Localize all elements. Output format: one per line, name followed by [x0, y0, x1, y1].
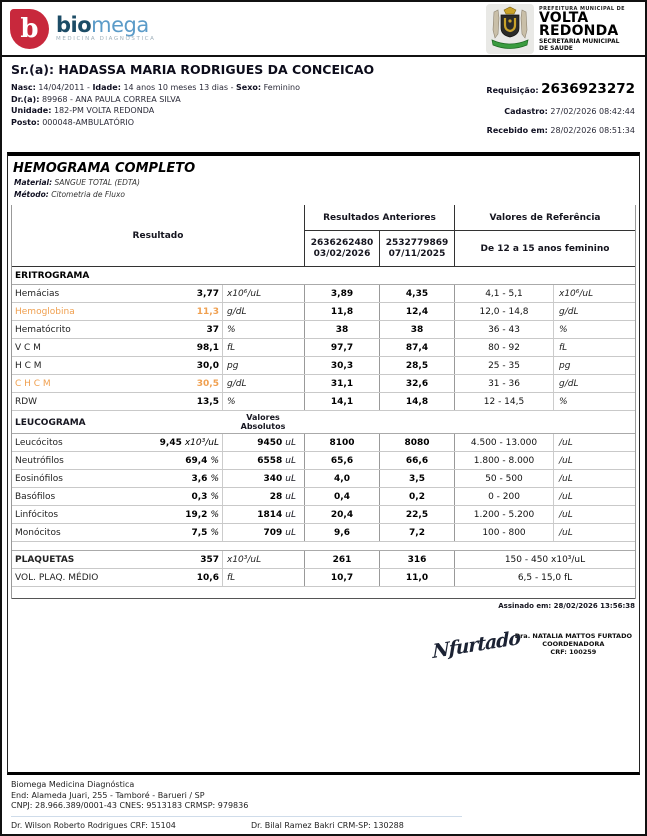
result-value: 98,1 [196, 342, 219, 353]
previous-2: 22,5 [379, 506, 454, 523]
previous-2: 87,4 [379, 339, 454, 356]
reference-unit: x10⁶/uL [553, 285, 635, 302]
previous-1: 10,7 [304, 569, 379, 586]
biomega-wordmark [56, 15, 155, 42]
reference-unit: /uL [553, 506, 635, 523]
result-value: 30,0 [196, 360, 219, 371]
biomega-tagline: MEDICINA DIAGNÓSTICA [56, 36, 156, 42]
table-row-basofilos [12, 488, 635, 506]
reference-unit: g/dL [553, 303, 635, 320]
prefeitura-line: PREFEITURA MUNICIPAL DE [539, 5, 625, 12]
table-tail [12, 587, 635, 599]
reference-unit: pg [553, 357, 635, 374]
section-title: LEUCOGRAMA [15, 417, 86, 428]
result-value: 19,2 % [185, 509, 219, 520]
previous-1: 65,6 [304, 452, 379, 469]
method-line: Método: Citometria de Fluxo [14, 190, 125, 199]
analyte-name: Eosinófilos [15, 473, 63, 484]
table-row-linfocitos [12, 506, 635, 524]
absolute-value: 1814 uL [222, 506, 304, 523]
result-unit: x10⁶/uL [222, 285, 304, 302]
previous-2: 3,5 [379, 470, 454, 487]
register-line: Cadastro: 27/02/2026 08:42:44 [504, 107, 635, 116]
patient-birth-line: Nasc: 14/04/2011 - Idade: 14 anos 10 meses 13 dias - Sexo: Feminino [11, 83, 300, 92]
patient-unit: 182-PM VOLTA REDONDA [53, 106, 155, 115]
city-name-line2: REDONDA [539, 22, 619, 39]
table-row-hemoglobina [12, 303, 635, 321]
previous-exam-1-date: 03/02/2026 [313, 248, 371, 259]
patient-doctor-line: Dr.(a): 89968 - ANA PAULA CORREA SILVA [11, 94, 181, 104]
result-value: 3,6 % [191, 473, 219, 484]
result-value: 11,3 [196, 306, 219, 317]
reference-unit: /uL [553, 434, 635, 451]
reference-range: 12 - 14,5 [454, 393, 553, 410]
signer-role: COORDENADORA [542, 640, 605, 648]
requisition-number: 2636923272 [541, 81, 635, 97]
requisition-line: Requisição: 2636923272 [486, 81, 635, 97]
reference-range: 6,5 - 15,0 fL [454, 569, 635, 586]
previous-1: 9,6 [304, 524, 379, 541]
patient-name: HADASSA MARIA RODRIGUES DA CONCEICAO [58, 62, 375, 77]
analyte-name: PLAQUETAS [15, 554, 75, 565]
city-name-line1: VOLTA [539, 9, 589, 26]
absolute-value: 6558 uL [222, 452, 304, 469]
absolute-unit: uL [285, 509, 296, 520]
patient-birth: 14/04/2011 - [38, 83, 90, 92]
previous-2: 14,8 [379, 393, 454, 410]
register-datetime: 27/02/2026 08:42:44 [550, 107, 635, 116]
previous-1: 8100 [304, 434, 379, 451]
municipality-text [539, 6, 639, 52]
result-unit: fL [222, 569, 304, 586]
table-row-plaquetas [12, 551, 635, 569]
result-unit: % [210, 527, 219, 538]
result-value: 0,3 % [191, 491, 219, 502]
table-row-hematocrito [12, 321, 635, 339]
absolute-unit: uL [285, 491, 296, 502]
reference-unit: /uL [553, 470, 635, 487]
municipality-block [486, 4, 639, 54]
patient-name-line [11, 60, 637, 82]
patient-sex: Feminino [263, 83, 300, 92]
analyte-name: H C M [15, 360, 42, 371]
signer-crf: CRF: 100259 [550, 648, 597, 656]
previous-2: 8080 [379, 434, 454, 451]
footer-divider [11, 816, 462, 817]
table-row-leucocitos [12, 434, 635, 452]
doctor-2: Dr. Bilal Ramez Bakri CRM-SP: 130288 [251, 820, 404, 830]
reference-unit: /uL [553, 452, 635, 469]
result-value: 7,5 % [191, 527, 219, 538]
col-header-reference: Valores de Referência [454, 205, 635, 231]
signer-identity [515, 632, 632, 656]
analyte-name: C H C M [15, 378, 51, 389]
reference-range: 80 - 92 [454, 339, 553, 356]
page-footer [2, 775, 645, 831]
results-table [11, 205, 636, 599]
analyte-name: VOL. PLAQ. MÉDIO [15, 572, 99, 583]
patient-unit-line: Unidade: 182-PM VOLTA REDONDA [11, 106, 155, 115]
table-row-vol-plaq-medio [12, 569, 635, 587]
result-value: 30,5 [196, 378, 219, 389]
previous-1: 4,0 [304, 470, 379, 487]
table-row-neutrofilos [12, 452, 635, 470]
previous-1: 20,4 [304, 506, 379, 523]
patient-doctor: 89968 - ANA PAULA CORREA SILVA [41, 94, 181, 104]
result-value: 357 [200, 554, 219, 565]
reference-range: 4,1 - 5,1 [454, 285, 553, 302]
result-unit: % [222, 321, 304, 338]
footer-registry: CNPJ: 28.966.389/0001-43 CNES: 9513183 CRMSP: 979836 [11, 801, 249, 810]
reference-group-header: De 12 a 15 anos feminino [454, 231, 635, 266]
result-value: 10,6 [196, 572, 219, 583]
previous-exam-2-date: 07/11/2025 [388, 248, 446, 259]
report-box [7, 152, 640, 775]
result-value: 13,5 [196, 396, 219, 407]
previous-exam-1-header [304, 231, 379, 266]
analyte-name: Leucócitos [15, 437, 63, 448]
previous-2: 0,2 [379, 488, 454, 505]
material-value: SANGUE TOTAL (EDTA) [54, 178, 140, 187]
section-gap [12, 542, 635, 551]
result-value: 3,77 [196, 288, 219, 299]
patient-name-label: Sr.(a): [11, 62, 54, 77]
reference-range: 12,0 - 14,8 [454, 303, 553, 320]
received-datetime: 28/02/2026 08:51:34 [550, 126, 635, 135]
biomega-logo-icon [10, 9, 49, 49]
reference-range: 1.800 - 8.000 [454, 452, 553, 469]
analyte-name: RDW [15, 396, 38, 407]
reference-unit: % [553, 321, 635, 338]
analyte-name: Hemoglobina [15, 306, 75, 317]
table-row-hemacias [12, 285, 635, 303]
result-unit: % [210, 455, 219, 466]
secretaria-line2: DE SAUDE [539, 44, 573, 52]
previous-exam-2-id: 2532779869 [385, 237, 449, 248]
result-value: 9,45 x10³/uL [159, 437, 219, 448]
doctor-1: Dr. Wilson Roberto Rodrigues CRF: 15104 [11, 820, 176, 830]
biomega-logo [10, 9, 155, 49]
biomega-letter: b [20, 13, 39, 44]
previous-1: 11,8 [304, 303, 379, 320]
absolute-values-header: Valores Absolutos [240, 413, 286, 431]
result-unit: x10³/uL [184, 437, 219, 448]
col-header-result: Resultado [132, 230, 184, 241]
reference-range: 150 - 450 x10³/uL [454, 551, 635, 568]
previous-1: 30,3 [304, 357, 379, 374]
received-line: Recebido em: 28/02/2026 08:51:34 [486, 126, 635, 135]
absolute-unit: uL [285, 455, 296, 466]
page-header [2, 2, 645, 57]
previous-2: 32,6 [379, 375, 454, 392]
absolute-unit: uL [285, 473, 296, 484]
result-unit: % [222, 393, 304, 410]
previous-2: 12,4 [379, 303, 454, 320]
absolute-value: 709 uL [222, 524, 304, 541]
footer-address: End: Alameda Juari, 255 - Tamboré - Barueri / SP [11, 790, 205, 800]
reference-range: 0 - 200 [454, 488, 553, 505]
previous-2: 4,35 [379, 285, 454, 302]
table-row-hcm [12, 357, 635, 375]
volta-redonda-coat-of-arms-icon [486, 4, 534, 54]
table-header [12, 205, 635, 267]
previous-2: 66,6 [379, 452, 454, 469]
reference-range: 100 - 800 [454, 524, 553, 541]
previous-1: 14,1 [304, 393, 379, 410]
absolute-value: 28 uL [222, 488, 304, 505]
analyte-name: Monócitos [15, 527, 61, 538]
result-value: 37 [206, 324, 219, 335]
absolute-unit: uL [285, 437, 296, 448]
analyte-name: Linfócitos [15, 509, 59, 520]
previous-1: 0,4 [304, 488, 379, 505]
absolute-value: 340 uL [222, 470, 304, 487]
analyte-name: Hemácias [15, 288, 60, 299]
previous-2: 11,0 [379, 569, 454, 586]
previous-2: 28,5 [379, 357, 454, 374]
result-unit: % [210, 509, 219, 520]
result-unit: % [210, 473, 219, 484]
patient-section [2, 57, 645, 152]
signer-name: Dra. NATALIA MATTOS FURTADO [514, 632, 632, 640]
analyte-name: Basófilos [15, 491, 56, 502]
patient-post: 000048-AMBULATÓRIO [42, 117, 135, 127]
method-value: Citometria de Fluxo [51, 190, 125, 199]
result-unit: % [210, 491, 219, 502]
col-header-previous: Resultados Anteriores [304, 205, 454, 231]
exam-title: HEMOGRAMA COMPLETO [13, 161, 196, 176]
result-value: 69,4 % [185, 455, 219, 466]
table-row-vcm [12, 339, 635, 357]
patient-age: 14 anos 10 meses 13 dias - [123, 83, 234, 92]
previous-1: 31,1 [304, 375, 379, 392]
previous-2: 7,2 [379, 524, 454, 541]
responsible-doctors [11, 821, 637, 832]
previous-2: 38 [379, 321, 454, 338]
footer-company: Biomega Medicina Diagnóstica [11, 780, 135, 789]
previous-exam-1-id: 2636262480 [310, 237, 374, 248]
requisition-block [486, 81, 635, 135]
signature-script: Nfurtado [432, 626, 521, 664]
table-row-monocitos [12, 524, 635, 542]
section-eritrograma: ERITROGRAMA [12, 267, 635, 285]
table-row-eosinofilos [12, 470, 635, 488]
reference-unit: /uL [553, 524, 635, 541]
signed-timestamp: Assinado em: 28/02/2026 13:56:38 [498, 602, 635, 610]
previous-exam-2-header [379, 231, 454, 266]
result-unit: g/dL [222, 303, 304, 320]
previous-1: 97,7 [304, 339, 379, 356]
absolute-value: 9450 uL [222, 434, 304, 451]
reference-unit: % [553, 393, 635, 410]
reference-unit: g/dL [553, 375, 635, 392]
reference-range: 1.200 - 5.200 [454, 506, 553, 523]
result-unit: g/dL [222, 375, 304, 392]
analyte-name: V C M [15, 342, 41, 353]
reference-range: 31 - 36 [454, 375, 553, 392]
patient-post-line: Posto: 000048-AMBULATÓRIO [11, 117, 135, 127]
reference-unit: fL [553, 339, 635, 356]
analyte-name: Hematócrito [15, 324, 71, 335]
absolute-unit: uL [285, 527, 296, 538]
previous-1: 3,89 [304, 285, 379, 302]
biomega-name: biomega [56, 13, 149, 37]
reference-range: 36 - 43 [454, 321, 553, 338]
table-row-rdw [12, 393, 635, 411]
reference-range: 50 - 500 [454, 470, 553, 487]
analyte-name: Neutrófilos [15, 455, 64, 466]
previous-1: 261 [304, 551, 379, 568]
result-unit: pg [222, 357, 304, 374]
result-unit: fL [222, 339, 304, 356]
result-unit: x10³/uL [222, 551, 304, 568]
signature-block [11, 626, 636, 664]
table-row-chcm [12, 375, 635, 393]
material-line: Material: SANGUE TOTAL (EDTA) [14, 178, 140, 187]
section-leucograma [12, 411, 635, 434]
secretaria-line1: SECRETARIA MUNICIPAL [539, 37, 620, 45]
previous-1: 38 [304, 321, 379, 338]
reference-range: 25 - 35 [454, 357, 553, 374]
reference-unit: /uL [553, 488, 635, 505]
previous-2: 316 [379, 551, 454, 568]
reference-range: 4.500 - 13.000 [454, 434, 553, 451]
